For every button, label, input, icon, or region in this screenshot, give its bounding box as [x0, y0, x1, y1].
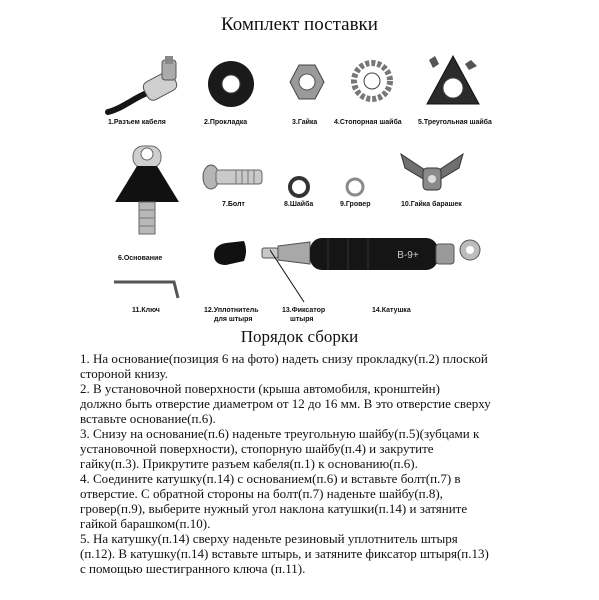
instruction-line: с помощью шестигранного ключа (п.11).	[80, 561, 306, 576]
washer-image	[288, 176, 310, 198]
instruction-line: гайку(п.3). Прикрутите разъем кабеля(п.1) к основанию(п.6).	[80, 456, 418, 471]
kit-title: Комплект поставки	[221, 14, 378, 35]
cable-connector-image	[104, 56, 184, 116]
part-6-label: 6.Основание	[118, 255, 163, 262]
part-14-label: 14.Катушка	[372, 307, 411, 314]
part-4-label: 4.Стопорная шайба	[334, 119, 402, 126]
spring-washer-image	[344, 176, 366, 198]
instruction-line: гровер(п.9), выберите нужный угол наклона катушки(п.14) и затяните	[80, 501, 468, 516]
part-7-label: 7.Болт	[222, 201, 245, 208]
wing-nut-image	[397, 148, 467, 194]
part-13-label-2: штыря	[290, 316, 314, 323]
instruction-line: 5. На катушку(п.14) сверху наденьте резиновый уплотнитель штыря	[80, 531, 458, 546]
instruction-line: вставьте основание(п.6).	[80, 411, 216, 426]
coil-marking-text: B-9+	[397, 250, 419, 261]
instruction-line: (п.12). В катушку(п.14) вставьте штырь, и затяните фиксатор штыря(п.13)	[80, 546, 489, 561]
nut-image	[287, 62, 327, 102]
part-5-label: 5.Треугольная шайба	[418, 119, 492, 126]
part-12-label-1: 12.Уплотнитель	[204, 307, 259, 314]
assembly-title: Порядок сборки	[240, 327, 359, 346]
instruction-line: установочной поверхности), стопорную шайбу(п.4) и закрутите	[80, 441, 434, 456]
instruction-line: 2. В установочной поверхности (крыша автомобиля, кронштейн)	[80, 381, 440, 396]
part-11-label: 11.Ключ	[132, 307, 160, 314]
part-13-label-1: 13.Фиксатор	[282, 307, 326, 314]
instruction-line: 1. На основание(позиция 6 на фото) надеть снизу прокладку(п.2) плоской	[80, 351, 488, 366]
instruction-line: отверстие. С обратной стороны на болт(п.7) наденьте шайбу(п.8),	[80, 486, 443, 501]
part-3-label: 3.Гайка	[292, 119, 318, 126]
part-9-label: 9.Гровер	[340, 201, 371, 208]
part-8-label: 8.Шайба	[284, 201, 314, 208]
instruction-line: стороной книзу.	[80, 366, 168, 381]
part-2-label: 2.Прокладка	[204, 119, 248, 126]
gasket-image	[206, 59, 256, 109]
triangular-washer-image	[425, 54, 481, 112]
lock-washer-image	[351, 60, 393, 102]
clamp-pointer-line	[268, 248, 308, 304]
hex-key-image	[112, 276, 182, 302]
instruction-line: должно быть отверстие диаметром от 12 до 16 мм. В это отверстие сверху	[80, 396, 491, 411]
instruction-line: 4. Соедините катушку(п.14) с основанием(п.6) и вставьте болт(п.7) в	[80, 471, 461, 486]
bolt-image	[202, 163, 266, 191]
seal-image	[210, 237, 250, 269]
instruction-line: 3. Снизу на основание(п.6) наденьте треугольную шайбу(п.5)(зубцами к	[80, 426, 480, 441]
part-10-label: 10.Гайка барашек	[401, 201, 462, 208]
part-1-label: 1.Разъем кабеля	[108, 119, 166, 126]
instruction-line: гайкой барашком(п.10).	[80, 516, 211, 531]
assembly-instructions	[80, 351, 595, 576]
base-image	[107, 140, 187, 240]
part-12-label-2: для штыря	[214, 316, 253, 323]
